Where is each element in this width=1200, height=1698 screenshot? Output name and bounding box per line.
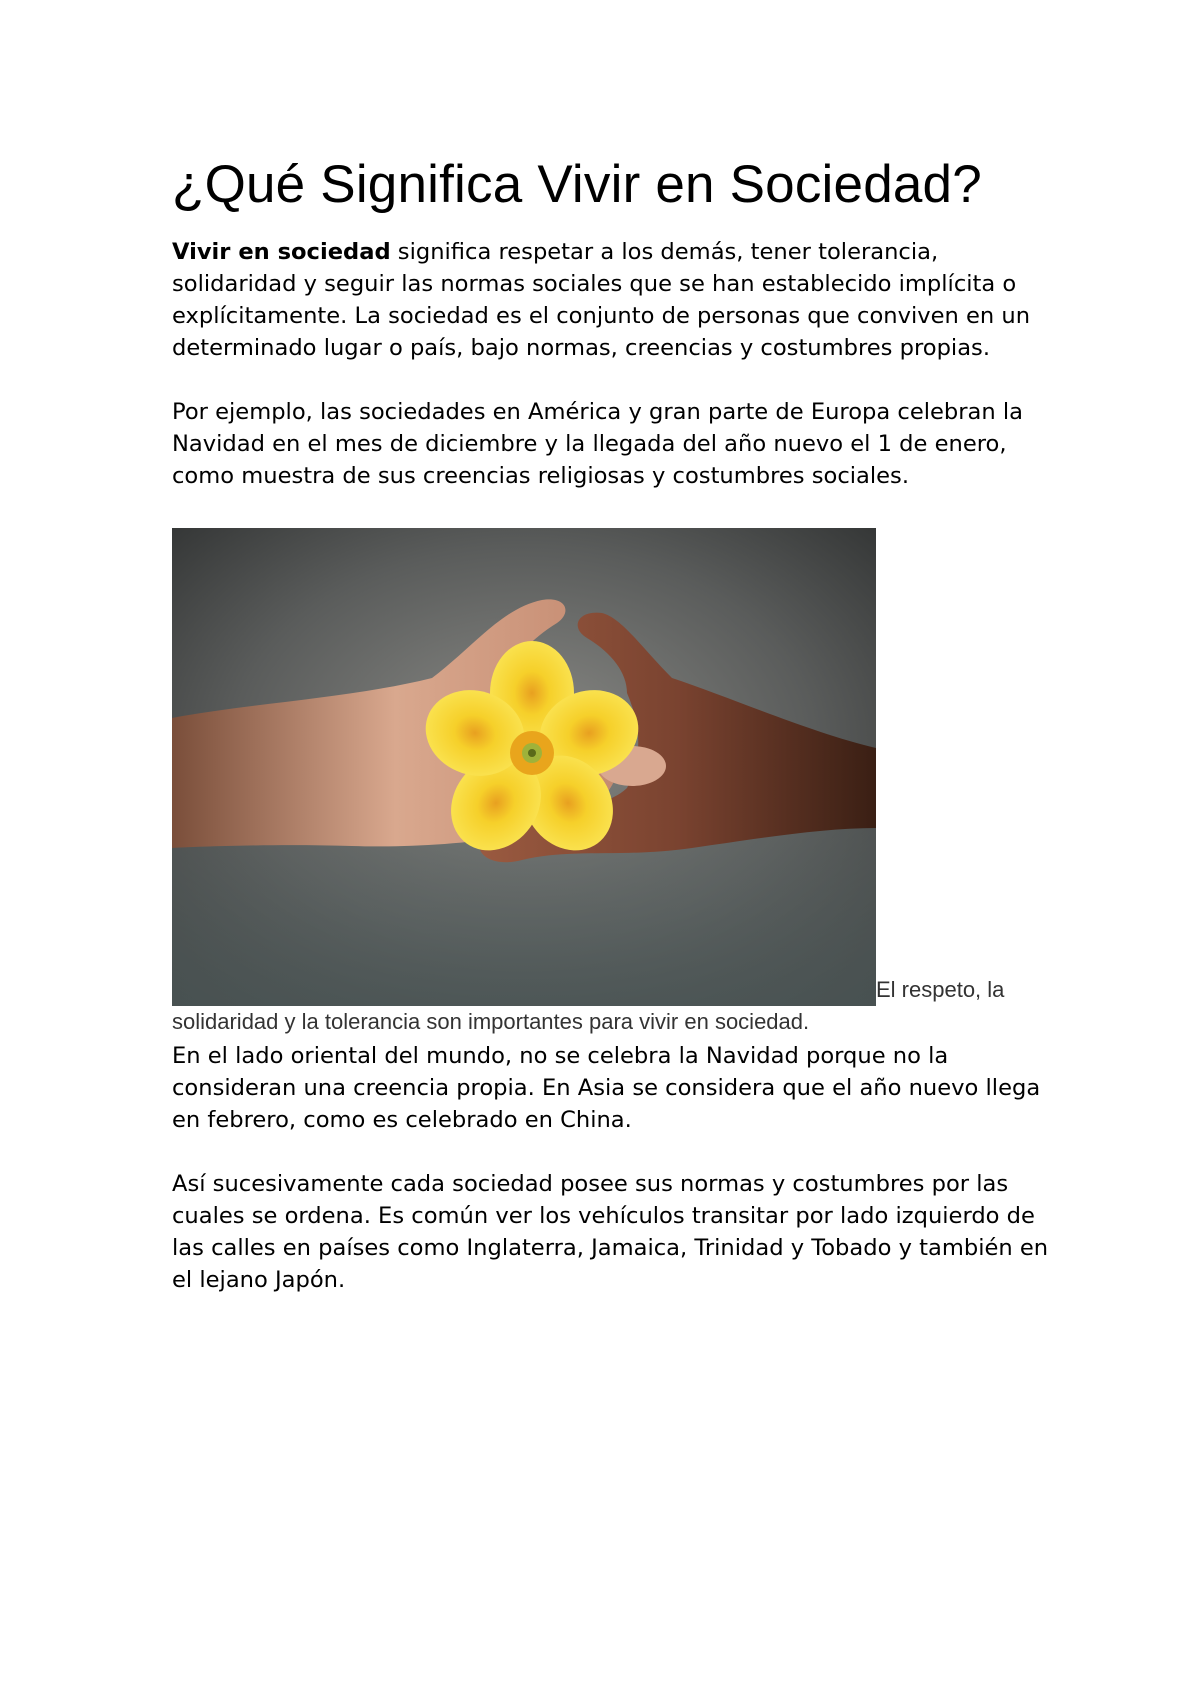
document-page [172, 150, 1052, 1296]
intro-text: significa respetar a los demás, tener tolerancia, solidaridad y seguir las normas sociales que se han establecido implícita o explícitamente. La sociedad es el conjunto de personas que conviven en un determinado lugar o país, bajo normas, creencias y costumbres propias. [172, 239, 1031, 361]
hands-flower-photo [172, 528, 876, 1006]
page-title: ¿Qué Significa Vivir en Sociedad? [172, 155, 982, 214]
east-paragraph: En el lado oriental del mundo, no se celebra la Navidad porque no la consideran una creencia propia. En Asia se considera que el año nuevo llega en febrero, como es celebrado en China. [172, 1043, 1041, 1133]
intro-bold-phrase: Vivir en sociedad [172, 239, 391, 265]
figure-block [172, 528, 1052, 1038]
example-paragraph: Por ejemplo, las sociedades en América y gran parte de Europa celebran la Navidad en el mes de diciembre y la llegada del año nuevo el 1 de enero, como muestra de sus creencias religiosas y costumbres sociales. [172, 399, 1023, 489]
intro-paragraph [172, 236, 1052, 364]
customs-paragraph: Así sucesivamente cada sociedad posee sus normas y costumbres por las cuales se ordena. Es común ver los vehículos transitar por lado izquierdo de las calles en países como Inglaterra, Jamaica, Trinidad y Tobado y también en el lejano Japón. [172, 1171, 1049, 1293]
image-caption: El respeto, la solidaridad y la tolerancia son importantes para vivir en sociedad. [172, 977, 1005, 1034]
